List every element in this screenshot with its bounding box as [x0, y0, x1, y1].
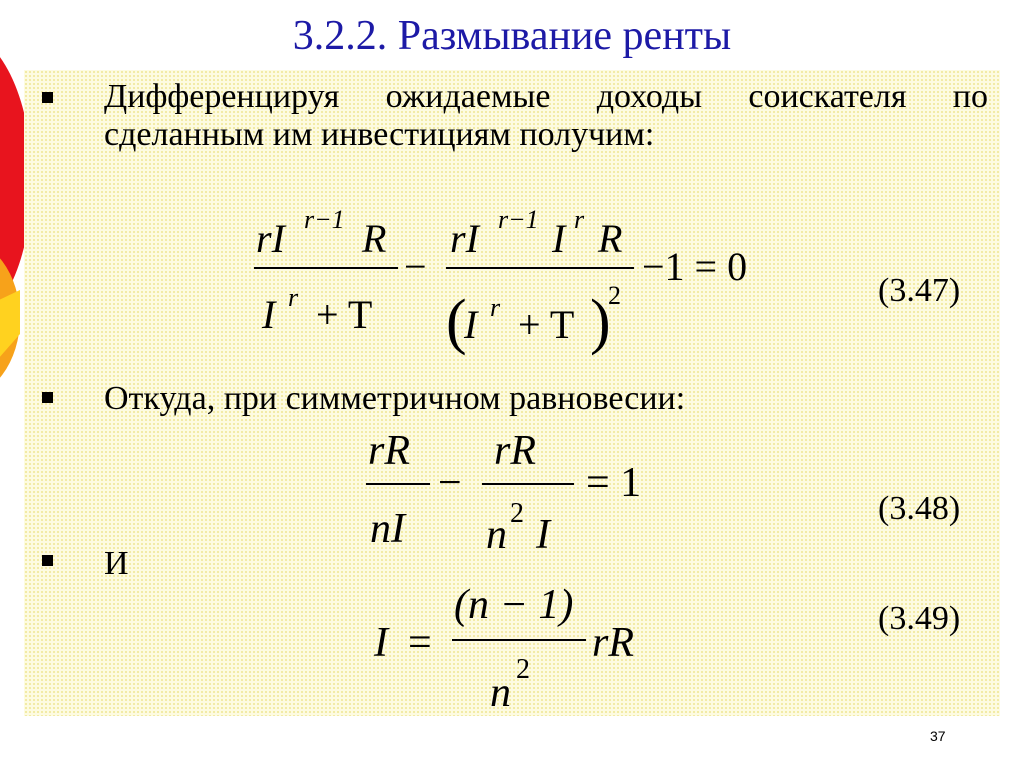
- eq347-den2-tail: + T: [518, 302, 575, 347]
- eq348-den2-a: n: [486, 512, 507, 558]
- eq347-den2: I: [464, 302, 478, 347]
- eq349-tail: rR: [592, 620, 634, 666]
- eq347-sup1: r−1: [304, 205, 345, 234]
- equation-number: (3.49): [878, 600, 961, 637]
- equation-3-48: [364, 420, 684, 560]
- eq347-den1-tail: + T: [316, 292, 373, 337]
- eq348-den1: nI: [370, 506, 405, 552]
- equation-3-49: [370, 572, 670, 722]
- equation-number: (3.47): [878, 272, 961, 309]
- decorative-yellow-shape: [0, 290, 20, 400]
- eq348-rhs: = 1: [586, 460, 642, 506]
- eq347-den1-sup: r: [288, 283, 299, 312]
- bullet-text: И: [104, 545, 129, 582]
- bullet-text: Дифференцируя ожидаемые доходы соискателя по сделанным им инвестициям получим:: [104, 78, 988, 153]
- eq347-rhs: −1 = 0: [642, 244, 748, 289]
- eq347-num2-tail: R: [598, 216, 623, 261]
- bullet-marker: [42, 392, 53, 403]
- eq349-den: n: [490, 670, 511, 716]
- bullet-marker: [42, 555, 53, 566]
- eq347-num1: rI: [256, 216, 285, 261]
- equation-number: (3.48): [878, 490, 961, 527]
- eq347-num2: rI: [450, 216, 479, 261]
- eq348-minus: −: [438, 460, 462, 506]
- bullet-text: Откуда, при симметричном равновесии:: [104, 380, 686, 417]
- equation-3-47: [250, 200, 790, 370]
- eq347-den2-sup: r: [490, 293, 501, 322]
- eq347-num1-tail: R: [362, 216, 387, 261]
- eq347-den1: I: [262, 292, 276, 337]
- eq348-num1: rR: [368, 428, 410, 474]
- eq349-num: (n − 1): [454, 582, 574, 628]
- eq347-den2-close: ): [590, 288, 611, 356]
- eq347-sup2: r−1: [498, 205, 539, 234]
- eq347-sup2b: r: [574, 205, 585, 234]
- eq347-num2-mid: I: [552, 216, 566, 261]
- page-number: 37: [930, 728, 946, 744]
- eq348-den2-b: I: [536, 512, 550, 558]
- slide-title: 3.2.2. Размывание ренты: [292, 13, 732, 59]
- eq349-den-pow: 2: [516, 654, 530, 685]
- bullet-marker: [42, 92, 53, 103]
- eq348-den2-pow: 2: [510, 498, 524, 529]
- eq349-lhs: I: [374, 620, 388, 666]
- eq347-den2-open: (: [446, 288, 467, 356]
- eq348-num2: rR: [494, 428, 536, 474]
- eq347-minus: −: [404, 244, 427, 289]
- eq347-den2-pow: 2: [608, 281, 621, 310]
- eq349-eq: =: [408, 620, 432, 666]
